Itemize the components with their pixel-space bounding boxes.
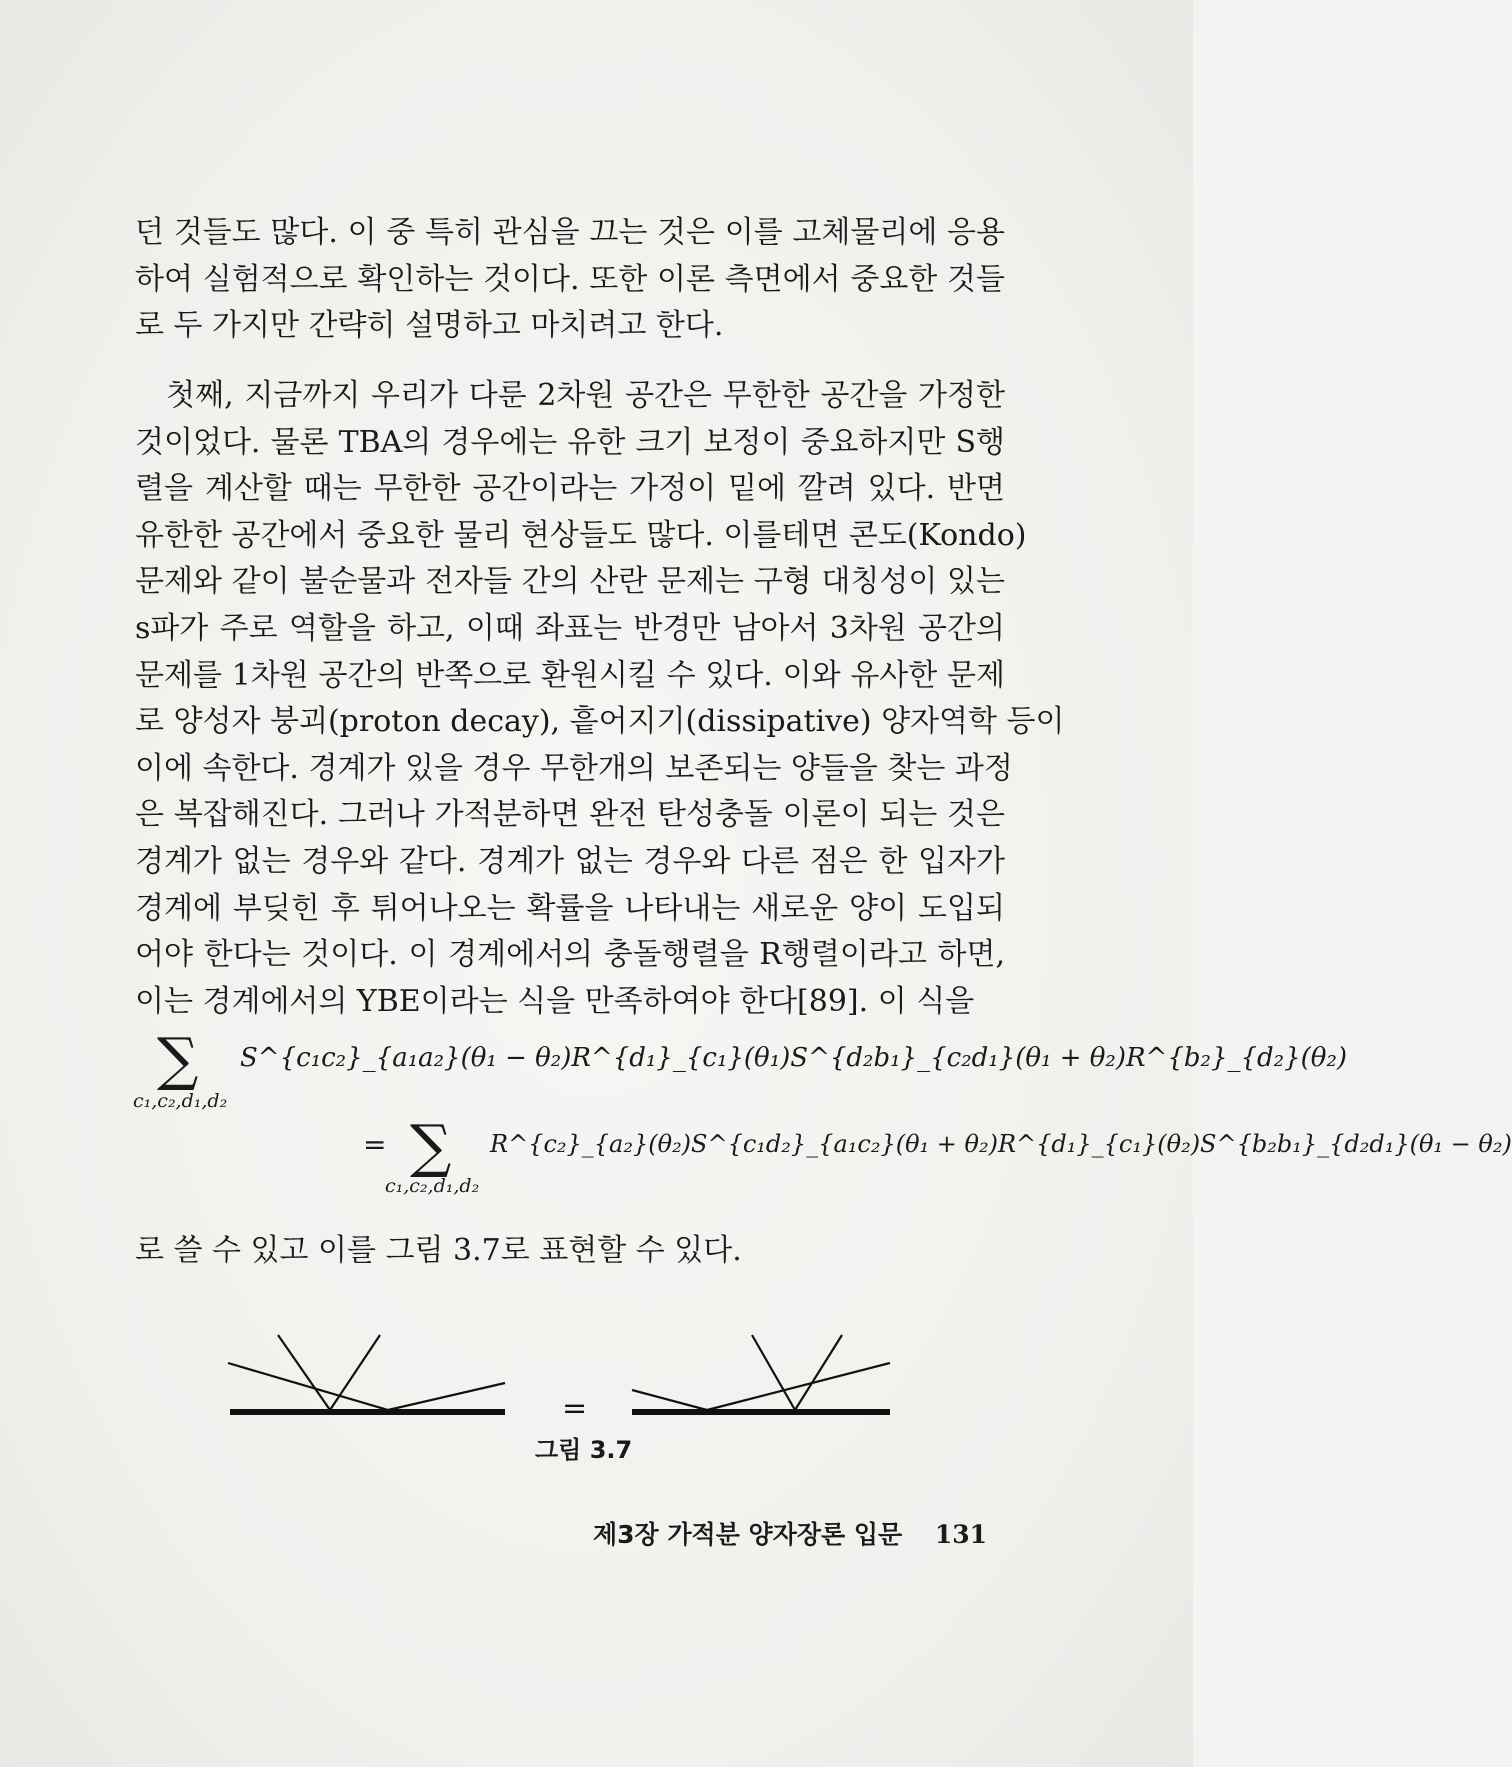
equation-equals: =	[363, 1128, 387, 1161]
particle-line	[752, 1335, 795, 1410]
text-line: 이는 경계에서의 YBE이라는 식을 만족하여야 한다[89]. 이 식을	[135, 983, 975, 1019]
text-line: 이에 속한다. 경계가 있을 경우 무한개의 보존되는 양들을 찾는 과정	[135, 750, 1013, 786]
page-number: 131	[934, 1520, 988, 1549]
sum-index-lhs: c₁,c₂,d₁,d₂	[133, 1090, 228, 1112]
text-line: 문제를 1차원 공간의 반쪽으로 환원시킬 수 있다. 이와 유사한 문제	[135, 657, 1005, 693]
text-line: 첫째, 지금까지 우리가 다룬 2차원 공간은 무한한 공간을 가정한	[135, 378, 1005, 413]
figure-equals-sign: =	[562, 1391, 588, 1426]
chapter-title: 제3장 가적분 양자장론 입문	[593, 1520, 903, 1549]
text-line: 것이었다. 물론 TBA의 경우에는 유한 크기 보정이 중요하지만 S행	[135, 424, 1005, 460]
text-line: 던 것들도 많다. 이 중 특히 관심을 끄는 것은 이를 고체물리에 응용	[135, 215, 1005, 250]
sum-index-rhs: c₁,c₂,d₁,d₂	[385, 1175, 480, 1197]
text-line: 유한한 공간에서 중요한 물리 현상들도 많다. 이를테면 콘도(Kondo)	[135, 517, 1027, 553]
summation-sign-lhs: ∑	[157, 1025, 199, 1093]
particle-line	[228, 1363, 388, 1410]
equation-lhs: S^{c₁c₂}_{a₁a₂}(θ₁ − θ₂)R^{d₁}_{c₁}(θ₁)S^{d₂b₁}_{c₂d₁}(θ₁ + θ₂)R^{b₂}_{d₂}(θ₂)	[240, 1043, 1348, 1073]
particle-line	[795, 1335, 842, 1410]
text-line: 문제와 같이 불순물과 전자들 간의 산란 문제는 구형 대칭성이 있는	[135, 564, 1005, 600]
summation-sign-rhs: ∑	[410, 1112, 452, 1180]
page-footer	[593, 1515, 987, 1551]
figure-caption: 그림 3.7	[535, 1436, 633, 1464]
text-after-equation: 로 쓸 수 있고 이를 그림 3.7로 표현할 수 있다.	[135, 1233, 742, 1268]
equation-rhs: R^{c₂}_{a₂}(θ₂)S^{c₁d₂}_{a₁c₂}(θ₁ + θ₂)R^{d₁}_{c₁}(θ₂)S^{b₂b₁}_{d₂d₁}(θ₁ − θ₂)	[490, 1130, 1512, 1158]
text-line: 어야 한다는 것이다. 이 경계에서의 충돌행렬을 R행렬이라고 하면,	[135, 937, 1005, 973]
particle-line	[330, 1335, 380, 1410]
text-line: 로 두 가지만 간략히 설명하고 마치려고 한다.	[135, 308, 724, 344]
text-line: 하여 실험적으로 확인하는 것이다. 또한 이론 측면에서 중요한 것들	[135, 261, 1005, 297]
text-line: 은 복잡해진다. 그러나 가적분하면 완전 탄성충돌 이론이 되는 것은	[135, 797, 1005, 833]
text-line: s파가 주로 역할을 하고, 이때 좌표는 반경만 남아서 3차원 공간의	[135, 610, 1005, 646]
particle-line	[388, 1383, 505, 1410]
text-line: 경계에 부딪힌 후 튀어나오는 확률을 나타내는 새로운 양이 도입되	[135, 890, 1005, 926]
text-line: 경계가 없는 경우와 같다. 경계가 없는 경우와 다른 점은 한 입자가	[135, 843, 1005, 879]
particle-line	[278, 1335, 330, 1410]
particle-line	[632, 1390, 707, 1410]
text-line: 렬을 계산할 때는 무한한 공간이라는 가정이 밑에 깔려 있다. 반면	[135, 471, 1005, 507]
text-line: 로 양성자 붕괴(proton decay), 흩어지기(dissipative) 양자역학 등이	[135, 704, 1065, 740]
